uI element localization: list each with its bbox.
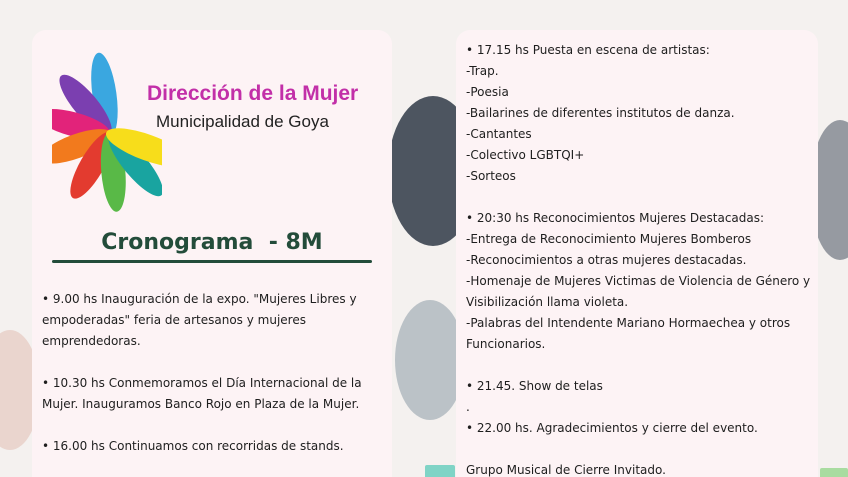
- header-title: Dirección de la Mujer: [147, 82, 359, 105]
- background-blob-gray: [395, 300, 465, 420]
- schedule-line: • 20:30 hs Reconocimientos Mujeres Destacadas:: [466, 211, 765, 225]
- schedule-item: • 16.00 hs Continuamos con recorridas de stands.: [42, 439, 344, 453]
- schedule-line: -Reconocimientos a otras mujeres destacadas.: [466, 253, 747, 267]
- header-subtitle: Municipalidad de Goya: [156, 112, 329, 131]
- schedule-line: -Trap.: [466, 64, 499, 78]
- right-panel: [456, 30, 818, 477]
- schedule-line: -Sorteos: [466, 169, 516, 183]
- schedule-line: -Cantantes: [466, 127, 532, 141]
- left-panel: [32, 30, 392, 477]
- schedule-line: Visibilización llama violeta.: [466, 295, 629, 309]
- left-schedule-list: [42, 289, 387, 457]
- schedule-item: • 9.00 hs Inauguración de la expo. "Mujeres Libres y empoderadas" feria de artesanos y mujeres emprendedoras.: [42, 292, 357, 348]
- schedule-line: -Colectivo LGBTQI+: [466, 148, 585, 162]
- schedule-line: • 21.45. Show de telas: [466, 379, 603, 393]
- right-schedule-list: [466, 40, 811, 477]
- schedule-line: -Poesia: [466, 85, 509, 99]
- background-blob-green: [820, 468, 848, 477]
- background-blob-teal: [425, 465, 455, 477]
- schedule-line: .: [466, 400, 470, 414]
- schedule-line: • 22.00 hs. Agradecimientos y cierre del evento.: [466, 421, 758, 435]
- schedule-line: -Homenaje de Mujeres Victimas de Violencia de Género y: [466, 274, 811, 288]
- flower-logo-icon: [52, 42, 162, 217]
- schedule-item: • 10.30 hs Conmemoramos el Día Internacional de la Mujer. Inauguramos Banco Rojo en Plaza de la Mujer.: [42, 376, 362, 411]
- schedule-line: -Palabras del Intendente Mariano Hormaechea y otros: [466, 316, 791, 330]
- cronograma-title: Cronograma - 8M: [101, 230, 323, 255]
- schedule-line: -Bailarines de diferentes institutos de danza.: [466, 106, 735, 120]
- schedule-line: Funcionarios.: [466, 337, 546, 351]
- cronograma-underline: [52, 260, 372, 263]
- schedule-line: • 17.15 hs Puesta en escena de artistas:: [466, 43, 710, 57]
- schedule-line: -Entrega de Reconocimiento Mujeres Bomberos: [466, 232, 752, 246]
- schedule-line: Grupo Musical de Cierre Invitado.: [466, 463, 666, 477]
